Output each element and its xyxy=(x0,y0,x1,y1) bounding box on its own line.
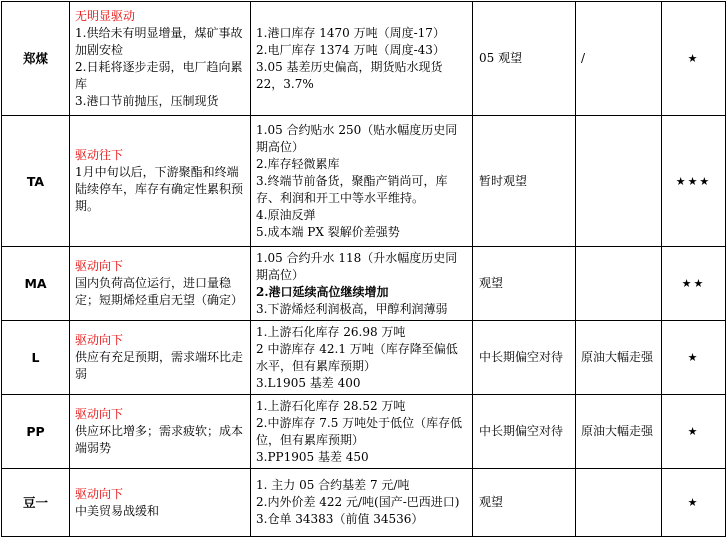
driver-title: 驱动往下 xyxy=(75,148,124,162)
commodity-view-table xyxy=(1,1,726,537)
data-cell xyxy=(251,247,473,321)
data-line: 2.中游库存 7.5 万吨处于低位（库存低位，但有累库预期） xyxy=(256,415,463,447)
driver-cell xyxy=(70,2,251,116)
commodity-name: MA xyxy=(2,247,70,321)
commodity-name: L xyxy=(2,321,70,395)
view-cell: 暂时观望 xyxy=(473,116,576,247)
driver-cell xyxy=(70,469,251,537)
strategy-cell: 原油大幅走强 xyxy=(576,395,662,469)
table-row xyxy=(2,469,726,537)
table-row xyxy=(2,247,726,321)
commodity-name: PP xyxy=(2,395,70,469)
view-cell: 观望 xyxy=(473,469,576,537)
driver-line: 2.日耗将逐步走弱，电厂趋向累库 xyxy=(75,59,243,91)
data-line: 3.05 基差历史偏高，期货贴水现货 22，3.7% xyxy=(256,59,443,91)
driver-line: 1月中旬以后，下游聚酯和终端陆续停车，库存有确定性累积预期。 xyxy=(75,165,244,213)
driver-title: 驱动向下 xyxy=(75,407,124,421)
data-cell xyxy=(251,395,473,469)
data-cell xyxy=(251,321,473,395)
data-line: 3.PP1905 基差 450 xyxy=(256,449,369,464)
data-line: 1.05 合约升水 118（升水幅度历史同期高位） xyxy=(256,250,458,282)
table-row xyxy=(2,321,726,395)
table-row xyxy=(2,2,726,116)
data-cell xyxy=(251,116,473,247)
rating-stars: ★ xyxy=(662,395,726,469)
data-cell xyxy=(251,2,473,116)
strategy-cell xyxy=(576,469,662,537)
rating-stars: ★ xyxy=(662,469,726,537)
strategy-cell: 原油大幅走强 xyxy=(576,321,662,395)
rating-stars: ★★★ xyxy=(662,116,726,247)
data-line: 2.库存轻微累库 xyxy=(256,156,340,171)
data-line: 1.上游石化库存 28.52 万吨 xyxy=(256,398,406,413)
driver-line: 3.港口节前抛压，压制现货 xyxy=(75,93,219,108)
data-line: 3.终端节前备货，聚酯产销尚可，库存、利润和开工中等水平维持。 xyxy=(256,173,448,205)
strategy-cell xyxy=(576,247,662,321)
strategy-cell xyxy=(576,116,662,247)
commodity-name: 豆一 xyxy=(2,469,70,537)
data-line: 2.电厂库存 1374 万吨（周度-43） xyxy=(256,42,445,57)
view-cell: 中长期偏空对待 xyxy=(473,321,576,395)
view-cell: 中长期偏空对待 xyxy=(473,395,576,469)
driver-title: 驱动向下 xyxy=(75,486,124,501)
driver-title: 驱动向下 xyxy=(75,333,124,347)
driver-title: 无明显驱动 xyxy=(75,8,136,23)
driver-cell xyxy=(70,395,251,469)
rating-stars: ★★ xyxy=(662,247,726,321)
commodity-name: TA xyxy=(2,116,70,247)
driver-line: 中美贸易战缓和 xyxy=(75,503,160,518)
data-line: 2.内外价差 422 元/吨(国产-巴西进口) xyxy=(256,495,460,509)
data-line: 1.上游石化库存 26.98 万吨 xyxy=(256,324,406,339)
data-line: 4.原油反弹 xyxy=(256,207,316,222)
data-line: 1.05 合约贴水 250（贴水幅度历史同期高位） xyxy=(256,122,458,154)
strategy-cell: / xyxy=(576,2,662,116)
data-line: 5.成本端 PX 裂解价差强势 xyxy=(256,224,400,239)
rating-stars: ★ xyxy=(662,2,726,116)
driver-cell xyxy=(70,321,251,395)
table-row xyxy=(2,116,726,247)
commodity-name: 郑煤 xyxy=(2,2,70,116)
view-cell: 05 观望 xyxy=(473,2,576,116)
table-row xyxy=(2,395,726,469)
data-line: 2 中游库存 42.1 万吨（库存降至偏低水平，但有累库预期） xyxy=(256,341,458,373)
data-line: 1. 主力 05 合约基差 7 元/吨 xyxy=(256,478,410,492)
data-line: 3.L1905 基差 400 xyxy=(256,375,361,390)
driver-line: 1.供给未有明显增量，煤矿事故加剧安检 xyxy=(75,25,243,57)
data-line: 3.仓单 34383（前值 34536） xyxy=(256,512,424,526)
data-line: 3.下游烯烃利润极高，甲醇利润薄弱 xyxy=(256,301,448,316)
view-cell: 观望 xyxy=(473,247,576,321)
driver-cell xyxy=(70,116,251,247)
driver-cell xyxy=(70,247,251,321)
data-cell xyxy=(251,469,473,537)
driver-line: 国内负荷高位运行，进口量稳定；短期烯烃重启无望（确定） xyxy=(75,276,244,307)
rating-stars: ★ xyxy=(662,321,726,395)
driver-line: 供应环比增多；需求疲软；成本端弱势 xyxy=(75,424,244,455)
data-line: 2.港口延续高位继续增加 xyxy=(256,284,389,299)
driver-line: 供应有充足预期，需求端环比走弱 xyxy=(75,350,244,381)
driver-title: 驱动向下 xyxy=(75,259,124,273)
data-line: 1.港口库存 1470 万吨（周度-17） xyxy=(256,25,445,40)
